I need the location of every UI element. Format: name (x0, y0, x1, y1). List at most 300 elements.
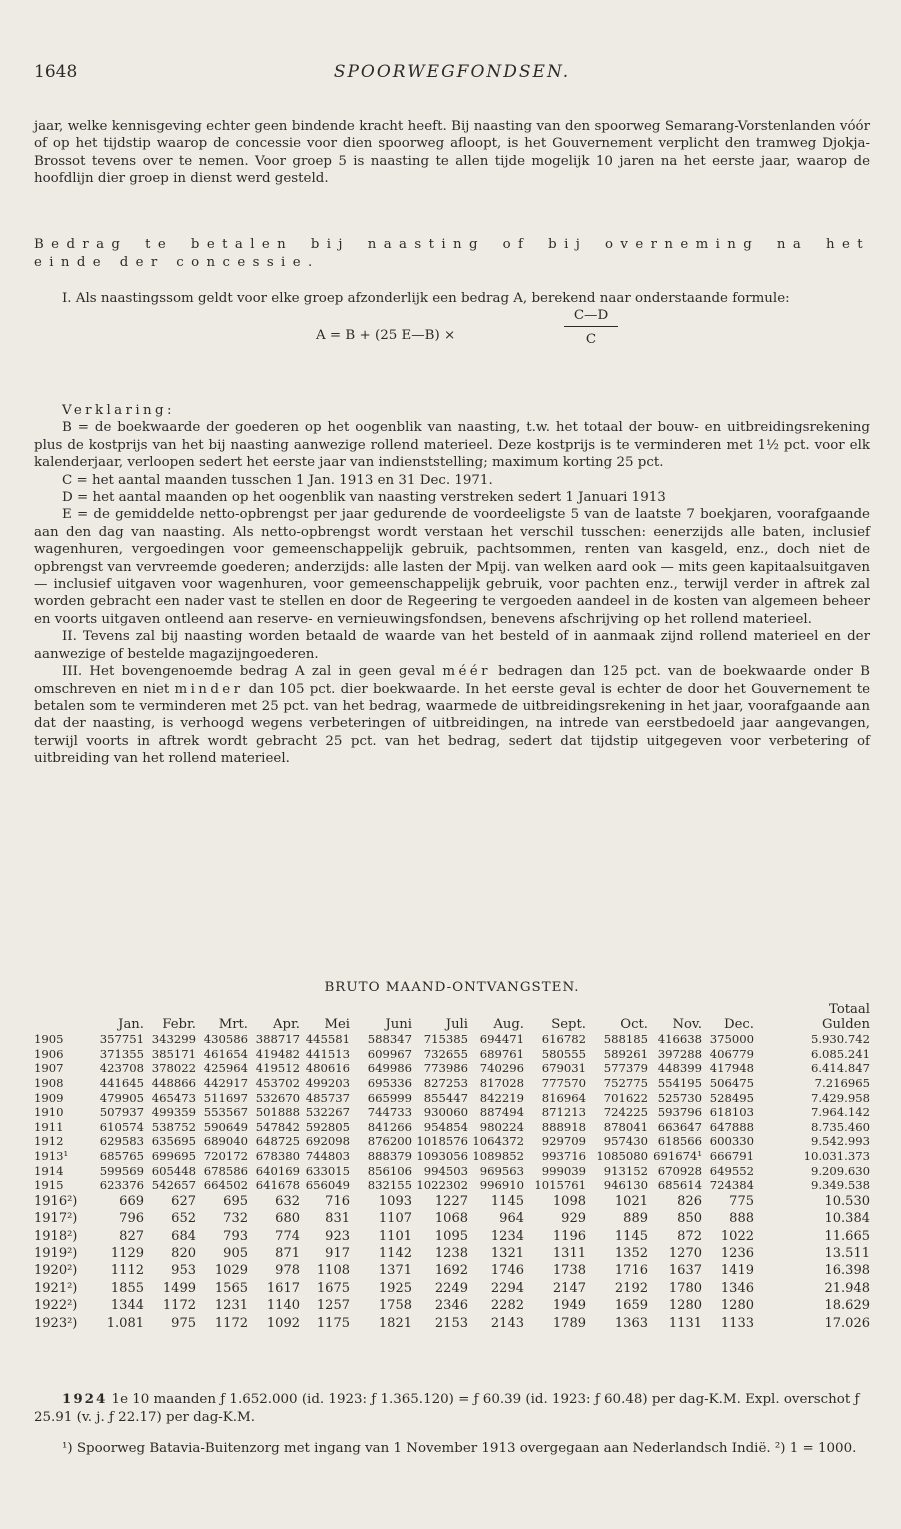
total-cell: 17.026 (824, 1315, 870, 1331)
month-cell: 532267 (305, 1105, 350, 1120)
month-cell: 1789 (552, 1315, 586, 1331)
table-row (34, 1061, 870, 1076)
month-cell: 855447 (423, 1090, 468, 1105)
month-cell: 485737 (305, 1090, 350, 1105)
total-cell: 16.398 (824, 1263, 870, 1279)
month-cell: 406779 (709, 1046, 754, 1061)
month-cell: 1093056 (416, 1148, 468, 1163)
month-cell: 1095 (434, 1228, 468, 1244)
month-cell: 388717 (255, 1032, 300, 1047)
month-cell: 442917 (203, 1075, 248, 1090)
month-cell: 417948 (709, 1061, 754, 1076)
header-cell: Jan. (118, 1016, 144, 1032)
month-cell: 647888 (709, 1119, 754, 1134)
month-cell: 669 (119, 1193, 144, 1209)
month-cell: 724384 (709, 1178, 754, 1193)
month-cell: 831 (325, 1211, 350, 1227)
month-cell: 980224 (479, 1119, 524, 1134)
month-cell: 2153 (434, 1315, 468, 1331)
month-cell: 419482 (255, 1046, 300, 1061)
month-cell: 1021 (614, 1193, 648, 1209)
month-cell: 425964 (203, 1061, 248, 1076)
month-cell: 1238 (434, 1245, 468, 1261)
total-cell: 9.349.538 (810, 1178, 870, 1193)
footnote-1-line (34, 1440, 870, 1458)
month-cell: 930060 (423, 1105, 468, 1120)
month-cell: 640169 (255, 1163, 300, 1178)
month-cell: 1637 (668, 1263, 702, 1279)
month-cell: 670928 (657, 1163, 702, 1178)
month-cell: 2346 (434, 1298, 468, 1314)
month-cell: 1.081 (106, 1315, 144, 1331)
table-row (34, 1120, 870, 1135)
month-cell: 1142 (378, 1245, 412, 1261)
footnote-2: ²) 1 = 1000. (774, 1441, 857, 1456)
month-cell: 969563 (479, 1163, 524, 1178)
month-cell: 1675 (316, 1280, 350, 1296)
month-cell: 878041 (603, 1119, 648, 1134)
month-cell: 507937 (99, 1105, 144, 1120)
month-cell: 1363 (614, 1315, 648, 1331)
month-cell: 1131 (668, 1315, 702, 1331)
month-cell: 850 (677, 1211, 702, 1227)
month-cell: 589261 (603, 1046, 648, 1061)
definition-c: C = het aantal maanden tusschen 1 Jan. 1913 en 31 Dec. 1971. (62, 472, 493, 488)
clause-1-block (34, 290, 870, 363)
month-cell: 1352 (614, 1245, 648, 1261)
month-cell: 357751 (99, 1032, 144, 1047)
month-cell: 889 (623, 1211, 648, 1227)
table-row (34, 1164, 870, 1179)
month-cell: 1617 (266, 1280, 300, 1296)
month-cell: 876200 (367, 1134, 412, 1149)
header-cell (754, 1003, 870, 1032)
month-cell: 872 (677, 1228, 702, 1244)
month-cell: 592805 (305, 1119, 350, 1134)
month-cell: 679031 (541, 1061, 586, 1076)
month-cell: 663647 (657, 1119, 702, 1134)
month-cell: 978 (275, 1263, 300, 1279)
month-cell: 1371 (378, 1263, 412, 1279)
month-cell: 2294 (490, 1280, 524, 1296)
month-cell: 871213 (541, 1105, 586, 1120)
table-row (34, 1105, 870, 1120)
header-cell: Oct. (620, 1016, 648, 1032)
month-cell: 887494 (479, 1105, 524, 1120)
month-cell: 397288 (657, 1046, 702, 1061)
month-cell: 461654 (203, 1046, 248, 1061)
footer-line (34, 1391, 870, 1426)
month-cell: 627 (171, 1193, 196, 1209)
month-cell: 685614 (657, 1178, 702, 1193)
clause-3-part-3: dan 105 pct. dier boekwaarde. In het eerste geval is echter de door het Gouvernement te betalen som te verminderen met 25 pct. van het bedrag, waarmede de uitbreidingsrekening in het jaar, voorafgaande aan dat der naasting, is verhoogd wegens verbeteringen of uitbreidingen, na intrede van eerstbedoeld jaar aangevangen, terwijl voorts in aftrek wordt gebracht 25 pct. van het bedrag, sedert dat tijdstip uitgegeven voor verbetering of uitbreiding van het rollend materieel. (34, 681, 871, 767)
month-cell: 2249 (434, 1280, 468, 1296)
month-cell: 2282 (490, 1298, 524, 1314)
month-cell: 580555 (541, 1046, 586, 1061)
year-cell: 1912 (34, 1134, 64, 1149)
month-cell: 1565 (214, 1280, 248, 1296)
month-cell: 994503 (423, 1163, 468, 1178)
month-cell: 652 (171, 1211, 196, 1227)
month-cell: 1855 (110, 1280, 144, 1296)
year-cell: 1911 (34, 1119, 64, 1134)
month-cell: 1821 (378, 1315, 412, 1331)
clause-3-meer: méér (442, 664, 491, 680)
month-cell: 1196 (552, 1228, 586, 1244)
month-cell: 553567 (203, 1105, 248, 1120)
month-cell: 777570 (541, 1075, 586, 1090)
header-cell: Mrt. (218, 1016, 248, 1032)
month-cell: 371355 (99, 1046, 144, 1061)
month-cell: 1129 (110, 1245, 144, 1261)
section-heading: Bedrag te betalen bij naasting of bij overneming na het einde der concessie. (34, 237, 870, 270)
month-cell: 2143 (490, 1315, 524, 1331)
header-cell: Dec. (724, 1016, 754, 1032)
month-cell: 1068 (434, 1211, 468, 1227)
month-cell: 629583 (99, 1134, 144, 1149)
month-cell: 1112 (110, 1263, 144, 1279)
total-cell: 7.216965 (814, 1075, 870, 1090)
month-cell: 827 (119, 1228, 144, 1244)
month-cell: 664502 (203, 1178, 248, 1193)
month-cell: 343299 (151, 1032, 196, 1047)
month-cell: 692098 (305, 1134, 350, 1149)
month-cell: 501888 (255, 1105, 300, 1120)
year-cell: 1921²) (34, 1280, 78, 1296)
month-cell: 816964 (541, 1090, 586, 1105)
table-row (34, 1091, 870, 1106)
year-cell: 1910 (34, 1105, 64, 1120)
month-cell: 465473 (151, 1090, 196, 1105)
year-cell: 1916²) (34, 1193, 78, 1209)
month-cell: 1085080 (596, 1148, 648, 1163)
clause-2: II. Tevens zal bij naasting worden betaald de waarde van het besteld of in aanmaak zijnd rollend materieel en der aanwezige of bestelde magazijngoederen. (34, 629, 870, 662)
month-cell: 827253 (423, 1075, 468, 1090)
month-cell: 796 (119, 1211, 144, 1227)
month-cell: 888379 (367, 1148, 412, 1163)
month-cell: 448399 (657, 1061, 702, 1076)
table-body (34, 1032, 870, 1332)
month-cell: 499203 (305, 1075, 350, 1090)
month-cell: 678586 (203, 1163, 248, 1178)
month-cell: 547842 (255, 1119, 300, 1134)
table-header-row (34, 1003, 870, 1032)
definition-e: E = de gemiddelde netto-opbrengst per jaar gedurende de voordeeligste 5 van de laatste 7 boekjaren, voorafgaande aan den dag van naasting. Als netto-opbrengst wordt verstaan het verschil tusschen: eenerzijds alle baten, inclusief wagenhuren, vergoedingen voor gemeenschappelijk gebruik, pachtsommen, renten van kasgeld, enz., doch niet de opbrengst van vervreemde goederen; anderzijds: alle lasten der Mpij. van welken aard ook — mits geen kapitaalsuitgaven — inclusief uitgaven voor wagenhuren, voor gemeenschappelijk gebruik, voor pachten enz., terwijl verder in aftrek zal worden gebracht een nader vast te stellen en door de Regeering te vergoeden aandeel in de kosten van algemeen beheer en voorts uitgaven ontleend aan reserve- en vernieuwingsfondsen, benevens afschrijving op het rollend materieel. (34, 507, 870, 627)
footnotes (34, 1440, 870, 1458)
month-cell: 775 (729, 1193, 754, 1209)
month-cell: 375000 (709, 1032, 754, 1047)
month-cell: 1234 (490, 1228, 524, 1244)
month-cell: 744803 (305, 1148, 350, 1163)
month-cell: 448866 (151, 1075, 196, 1090)
month-cell: 648725 (255, 1134, 300, 1149)
explanation-heading: Verklaring: (62, 403, 175, 418)
month-cell: 1949 (552, 1298, 586, 1314)
month-cell: 618103 (709, 1105, 754, 1120)
month-cell: 641678 (255, 1178, 300, 1193)
month-cell: 445581 (305, 1032, 350, 1047)
month-cell: 917 (325, 1245, 350, 1261)
month-cell: 385171 (151, 1046, 196, 1061)
definition-b: B = de boekwaarde der goederen op het oogenblik van naasting, t.w. het totaal der bouw- en uitbreidingsrekening plus de kostprijs van het bij naasting aanwezige rollend materieel. Deze kostprijs is te verminderen met 1½ pct. voor elk kalenderjaar, verloopen sedert het eerste jaar van indienststelling; maximum korting 25 pct. (34, 420, 870, 471)
month-cell: 817028 (479, 1075, 524, 1090)
total-cell: 7.429.958 (810, 1090, 870, 1105)
year-cell: 1907 (34, 1061, 64, 1076)
month-cell: 953 (171, 1263, 196, 1279)
month-cell: 1108 (316, 1263, 350, 1279)
month-cell: 888918 (541, 1119, 586, 1134)
clause-1: I. Als naastingssom geldt voor elke groep afzonderlijk een bedrag A, berekend naar onderstaande formule: (62, 291, 790, 306)
total-cell: 6.085.241 (810, 1046, 870, 1061)
month-cell: 993716 (541, 1148, 586, 1163)
page-header (34, 62, 870, 86)
header-cell-year (34, 1003, 90, 1032)
month-cell: 684 (171, 1228, 196, 1244)
month-cell: 499359 (151, 1105, 196, 1120)
total-cell: 5.930.742 (810, 1032, 870, 1047)
month-cell: 649986 (367, 1061, 412, 1076)
month-cell: 964 (499, 1211, 524, 1227)
month-cell: 1172 (162, 1298, 196, 1314)
formula-numerator: C—D (573, 308, 609, 324)
month-cell: 588347 (367, 1032, 412, 1047)
month-cell: 913152 (603, 1163, 648, 1178)
month-cell: 691674¹ (653, 1148, 702, 1163)
total-cell: 7.964.142 (810, 1105, 870, 1120)
page-number: 1648 (34, 62, 78, 82)
month-cell: 423708 (99, 1061, 144, 1076)
month-cell: 649552 (709, 1163, 754, 1178)
month-cell: 419512 (255, 1061, 300, 1076)
month-cell: 632 (275, 1193, 300, 1209)
header-total-line1: Totaal (829, 1002, 870, 1017)
year-cell: 1908 (34, 1075, 64, 1090)
month-cell: 1231 (214, 1298, 248, 1314)
year-cell: 1906 (34, 1046, 64, 1061)
table-row (34, 1149, 870, 1164)
year-cell: 1920²) (34, 1263, 78, 1279)
month-cell: 577379 (603, 1061, 648, 1076)
year-cell: 1905 (34, 1032, 64, 1047)
total-cell: 21.948 (824, 1280, 870, 1296)
header-cell: Mei (324, 1016, 350, 1032)
month-cell: 665999 (367, 1090, 412, 1105)
month-cell: 480616 (305, 1061, 350, 1076)
month-cell: 430586 (203, 1032, 248, 1047)
header-cell: Apr. (272, 1016, 300, 1032)
header-cell: Aug. (493, 1016, 524, 1032)
month-cell: 1093 (378, 1193, 412, 1209)
month-cell: 695336 (367, 1075, 412, 1090)
month-cell: 732 (223, 1211, 248, 1227)
total-cell: 10.530 (824, 1193, 870, 1209)
table-row (34, 1032, 870, 1047)
footer-line-text: 1e 10 maanden ƒ 1.652.000 (id. 1923: ƒ 1.365.120) = ƒ 60.39 (id. 1923: ƒ 60.48) per dag-K.M. Expl. overschot ƒ 25.91 (v. j. ƒ 22.17) per dag-K.M. (34, 1392, 860, 1425)
month-cell: 871 (275, 1245, 300, 1261)
month-cell: 1280 (668, 1298, 702, 1314)
month-cell: 1344 (110, 1298, 144, 1314)
table-row (34, 1297, 870, 1314)
month-cell: 1145 (614, 1228, 648, 1244)
month-cell: 923 (325, 1228, 350, 1244)
total-cell: 11.665 (824, 1228, 870, 1244)
definition-d: D = het aantal maanden op het oogenblik van naasting verstreken sedert 1 Januari 1913 (62, 490, 666, 506)
month-cell: 618566 (657, 1134, 702, 1149)
intro-paragraph (34, 118, 870, 188)
formula-fraction (560, 307, 622, 348)
month-cell: 1738 (552, 1263, 586, 1279)
month-cell: 774 (275, 1228, 300, 1244)
month-cell: 506475 (709, 1075, 754, 1090)
month-cell: 1311 (552, 1245, 586, 1261)
month-cell: 2147 (552, 1280, 586, 1296)
month-cell: 1346 (720, 1280, 754, 1296)
month-cell: 1145 (490, 1193, 524, 1209)
month-cell: 666791 (709, 1148, 754, 1163)
total-cell: 9.542.993 (810, 1134, 870, 1149)
year-cell: 1919²) (34, 1245, 78, 1261)
month-cell: 744733 (367, 1105, 412, 1120)
month-cell: 1746 (490, 1263, 524, 1279)
month-cell: 525730 (657, 1090, 702, 1105)
year-cell: 1909 (34, 1090, 64, 1105)
month-cell: 1925 (378, 1280, 412, 1296)
month-cell: 841266 (367, 1119, 412, 1134)
header-cell: Nov. (672, 1016, 702, 1032)
table-row (34, 1228, 870, 1245)
formula-denominator: C (585, 332, 597, 348)
month-cell: 699695 (151, 1148, 196, 1163)
month-cell: 975 (171, 1315, 196, 1331)
month-cell: 610574 (99, 1119, 144, 1134)
intro-text: jaar, welke kennisgeving echter geen bindende kracht heeft. Bij naasting van den spoorweg Semarang-Vorstenlanden vóór of op het tijdstip waarop de concessie voor dien spoorweg afloopt, is het Gouvernement verplicht den tramweg Djokja-Brossot tevens over te nemen. Voor groep 5 is naasting te allen tijde mogelijk 10 jaren na het eerste jaar, waarop de hoofdlijn dier groep in dienst werd gesteld. (34, 119, 870, 187)
table-head (34, 1003, 870, 1032)
month-cell: 453702 (255, 1075, 300, 1090)
year-cell: 1914 (34, 1163, 64, 1178)
naasting-formula (34, 307, 870, 363)
table-row (34, 1076, 870, 1091)
year-cell: 1917²) (34, 1211, 78, 1227)
month-cell: 1015761 (534, 1178, 586, 1193)
header-cell: Juni (385, 1016, 412, 1032)
definitions-block (34, 402, 870, 768)
table-row (34, 1178, 870, 1193)
month-cell: 1716 (614, 1263, 648, 1279)
clause-3 (34, 663, 870, 767)
total-cell: 10.384 (824, 1211, 870, 1227)
month-cell: 1064372 (472, 1134, 524, 1149)
month-cell: 532670 (255, 1090, 300, 1105)
month-cell: 1499 (162, 1280, 196, 1296)
month-cell: 2192 (614, 1280, 648, 1296)
table-row (34, 1047, 870, 1062)
section-heading-block (34, 236, 870, 271)
month-cell: 538752 (151, 1119, 196, 1134)
month-cell: 773986 (423, 1061, 468, 1076)
month-cell: 957430 (603, 1134, 648, 1149)
header-total-line2: Gulden (822, 1016, 870, 1032)
header-cell: Febr. (162, 1016, 196, 1032)
running-title: SPOORWEGFONDSEN. (333, 62, 571, 82)
month-cell: 1133 (720, 1315, 754, 1331)
month-cell: 542657 (151, 1178, 196, 1193)
month-cell: 929 (561, 1211, 586, 1227)
month-cell: 1098 (552, 1193, 586, 1209)
month-cell: 593796 (657, 1105, 702, 1120)
month-cell: 1029 (214, 1263, 248, 1279)
month-cell: 694471 (479, 1032, 524, 1047)
month-cell: 599569 (99, 1163, 144, 1178)
month-cell: 724225 (603, 1105, 648, 1120)
month-cell: 588185 (603, 1032, 648, 1047)
month-cell: 716 (325, 1193, 350, 1209)
total-cell: 18.629 (824, 1298, 870, 1314)
month-cell: 999039 (541, 1163, 586, 1178)
month-cell: 1092 (266, 1315, 300, 1331)
table-row (34, 1262, 870, 1279)
footer-year: 1924 (62, 1391, 108, 1407)
month-cell: 1280 (720, 1298, 754, 1314)
table-title: BRUTO MAAND-ONTVANGSTEN. (324, 980, 580, 995)
month-cell: 635695 (151, 1134, 196, 1149)
month-cell: 1107 (378, 1211, 412, 1227)
clause-3-part-2: bedragen dan 125 pct. van de boekwaarde onder B omschreven en niet (34, 664, 870, 697)
month-cell: 689761 (479, 1046, 524, 1061)
year-cell: 1915 (34, 1178, 64, 1193)
month-cell: 1140 (266, 1298, 300, 1314)
month-cell: 1758 (378, 1298, 412, 1314)
total-cell: 9.209.630 (810, 1163, 870, 1178)
month-cell: 678380 (255, 1148, 300, 1163)
month-cell: 623376 (99, 1178, 144, 1193)
month-cell: 842219 (479, 1090, 524, 1105)
month-cell: 416638 (657, 1032, 702, 1047)
total-cell: 8.735.460 (810, 1119, 870, 1134)
month-cell: 1659 (614, 1298, 648, 1314)
month-cell: 732655 (423, 1046, 468, 1061)
month-cell: 1022302 (416, 1178, 468, 1193)
month-cell: 1175 (316, 1315, 350, 1331)
month-cell: 590649 (203, 1119, 248, 1134)
month-cell: 656049 (305, 1178, 350, 1193)
table-row (34, 1210, 870, 1227)
month-cell: 793 (223, 1228, 248, 1244)
month-cell: 1018576 (416, 1134, 468, 1149)
month-cell: 1227 (434, 1193, 468, 1209)
month-cell: 996910 (479, 1178, 524, 1193)
month-cell: 616782 (541, 1032, 586, 1047)
month-cell: 633015 (305, 1163, 350, 1178)
month-cell: 685765 (99, 1148, 144, 1163)
year-cell: 1922²) (34, 1298, 78, 1314)
clause-3-part-1: III. Het bovengenoemde bedrag A zal in geen geval (62, 664, 436, 680)
month-cell: 609967 (367, 1046, 412, 1061)
month-cell: 1089852 (472, 1148, 524, 1163)
month-cell: 689040 (203, 1134, 248, 1149)
month-cell: 511697 (203, 1090, 248, 1105)
month-cell: 929709 (541, 1134, 586, 1149)
table-row (34, 1315, 870, 1332)
year-cell: 1918²) (34, 1228, 78, 1244)
month-cell: 441513 (305, 1046, 350, 1061)
month-cell: 1419 (720, 1263, 754, 1279)
month-cell: 600330 (709, 1134, 754, 1149)
footnote-1: ¹) Spoorweg Batavia-Buitenzorg met ingang van 1 November 1913 overgegaan aan Nederlandsch Indië. (62, 1441, 771, 1456)
table-row (34, 1245, 870, 1262)
table-row (34, 1134, 870, 1149)
month-cell: 720172 (203, 1148, 248, 1163)
month-cell: 378022 (151, 1061, 196, 1076)
